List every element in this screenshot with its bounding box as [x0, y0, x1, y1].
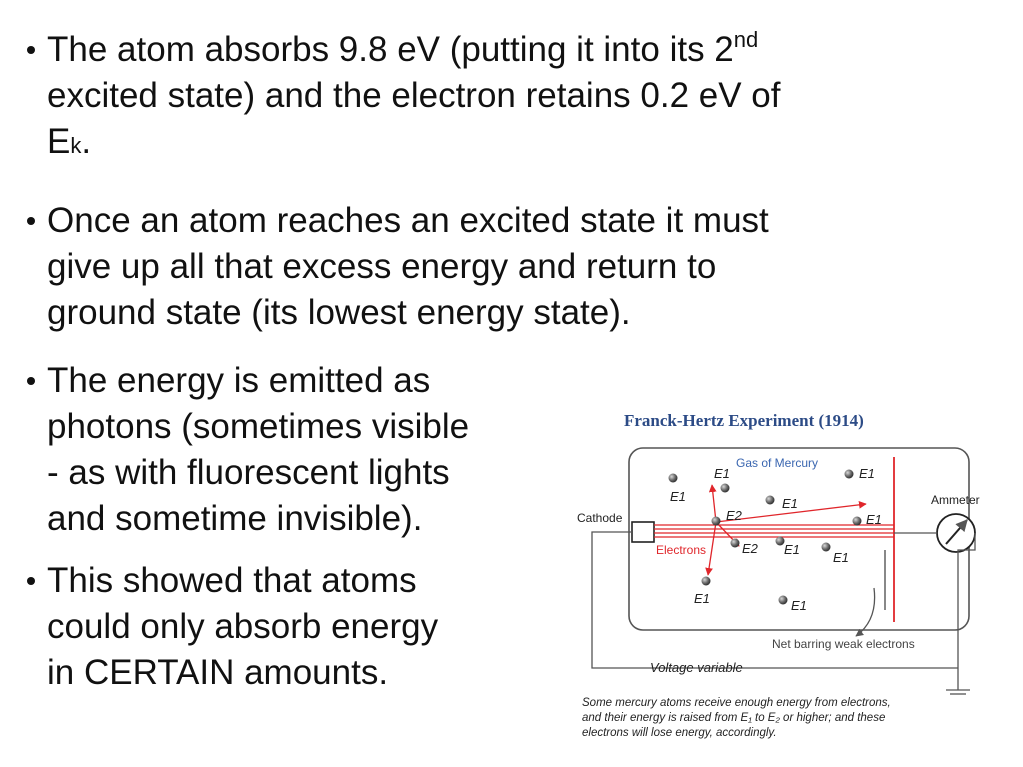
energy-label: E1: [670, 489, 686, 504]
bullet-dot: [27, 217, 35, 225]
bullet-dot: [27, 577, 35, 585]
figure-caption: [582, 696, 982, 741]
energy-label: E1: [784, 542, 800, 557]
bullet-2: [27, 198, 769, 336]
franck-hertz-diagram: [574, 400, 984, 760]
net-label: Net barring weak electrons: [772, 637, 915, 651]
bullet-3-line-4: and sometime invisible).: [47, 499, 423, 538]
arrow-up: [712, 485, 716, 522]
electrons-label: Electrons: [656, 543, 707, 557]
period: .: [81, 122, 92, 161]
atom: [766, 496, 775, 505]
caption-line-2: and their energy is raised from E₁ to E₂ or higher; and these: [582, 712, 886, 724]
caption-line-3: electrons will lose energy, accordingly.: [582, 727, 777, 739]
bullet-3-line-3: - as with fluorescent lights: [47, 453, 450, 492]
subscript-k: k: [70, 133, 82, 158]
bullet-dot: [27, 377, 35, 385]
energy-symbol: E: [47, 122, 71, 161]
atom: [779, 596, 788, 605]
energy-label: E1: [782, 496, 798, 511]
bullet-3: [27, 358, 469, 542]
cathode-label: Cathode: [577, 511, 623, 525]
energy-label: E1: [859, 466, 875, 481]
bullet-2-line-1: Once an atom reaches an excited state it must: [47, 201, 769, 240]
bullet-4-line-1: This showed that atoms: [47, 561, 417, 600]
arrow-down: [708, 522, 716, 575]
gas-of-mercury-label: Gas of Mercury: [736, 456, 819, 470]
atom: [669, 474, 678, 483]
energy-label: E2: [726, 508, 742, 523]
atom: [712, 517, 721, 526]
atom: [853, 517, 862, 526]
bullet-2-line-2: give up all that excess energy and return to: [47, 247, 717, 286]
bullet-4-line-3: in CERTAIN amounts.: [47, 653, 389, 692]
superscript-nd: nd: [733, 27, 759, 52]
atom: [845, 470, 854, 479]
electron-beam: [654, 525, 894, 537]
energy-label: E2: [742, 541, 758, 556]
energy-label: E1: [694, 591, 710, 606]
bullet-3-line-1: The energy is emitted as: [47, 361, 431, 400]
caption-line-1: Some mercury atoms receive enough energy from electrons,: [582, 697, 891, 709]
bullet-1: [27, 27, 781, 165]
atom: [702, 577, 711, 586]
energy-label: E1: [833, 550, 849, 565]
bullet-4: [27, 558, 438, 696]
energy-label: E1: [866, 512, 882, 527]
atom: [721, 484, 730, 493]
figure-title: Franck-Hertz Experiment (1914): [624, 411, 864, 430]
bullet-1-text-b: excited state) and the electron retains 0.2 eV of: [47, 76, 781, 115]
bullet-dot: [27, 46, 35, 54]
bullet-3-line-2: photons (sometimes visible: [47, 407, 470, 446]
bullet-2-line-3: ground state (its lowest energy state).: [47, 293, 631, 332]
bullet-1-text-a: The atom absorbs 9.8 eV (putting it into its 2: [47, 30, 734, 69]
bullet-4-line-2: could only absorb energy: [47, 607, 439, 646]
atom: [822, 543, 831, 552]
energy-label: E1: [791, 598, 807, 613]
energy-label: E1: [714, 466, 730, 481]
ammeter-label: Ammeter: [931, 493, 980, 507]
atom: [731, 539, 740, 548]
diagram-svg: [574, 400, 984, 696]
net-pointer: [856, 588, 875, 636]
voltage-variable-label: Voltage variable: [650, 660, 743, 675]
cathode-box: [632, 522, 654, 542]
